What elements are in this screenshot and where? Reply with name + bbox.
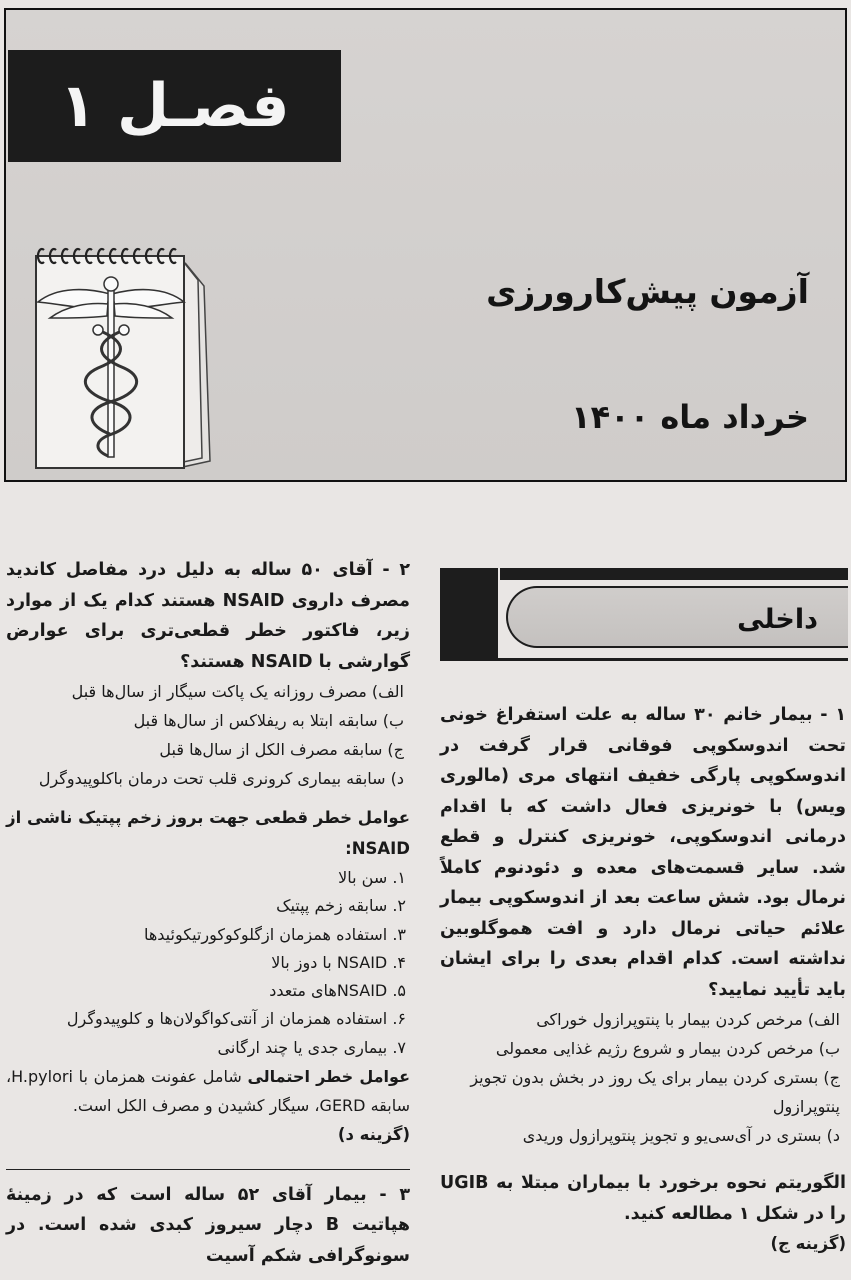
question-1-answer: (گزینه ج): [770, 1234, 846, 1253]
question-1-text: ۱ - بیمار خانم ۳۰ ساله به علت استفراغ خونی تحت اندوسکوپی فوقانی قرار گرفت در اندوسکوپی پارگی خفیف انتهای مری (مالوری ویس) با خونریزی فعال داشت که با اقدام درمانی اندوسکوپی، خونریزی کنترل و قطع شد. سایر قسمت‌های معده و دئودنوم کاملاً نرمال بود. شش ساعت بعد از اندوسکوپی بیمار علائم حیاتی نرمال دارد و افت هموگلوبین نداشته است. کدام اقدام بعدی را برای ایشان باید تأیید نمایید؟: [440, 705, 847, 1000]
section-heading-label: داخلی: [737, 604, 818, 635]
definite-risk-item: ۵. NSAIDهای متعدد: [269, 981, 406, 1001]
definite-risk-item: ۶. استفاده همزمان از آنتی‌کواگولان‌ها و کلوپیدوگرل: [66, 1009, 406, 1029]
question-1-option-d: د) بستری در آی‌سی‌یو و تجویز پنتوپرازول وریدی: [522, 1126, 840, 1145]
exam-title: آزمون پیش‌کارورزی: [486, 272, 809, 311]
question-3-text: ۳ - بیمار آقای ۵۲ ساله است که در زمینهٔ هپاتیت B دچار سیروز کبدی شده است. در سونوگرافی شکم آسیت: [6, 1184, 410, 1266]
exam-date: خرداد ماه ۱۴۰۰: [571, 398, 809, 436]
question-2-option-a: الف) مصرف روزانه یک پاکت سیگار از سال‌ها قبل: [71, 682, 404, 701]
definite-risk-item: ۳. استفاده همزمان ازگلوکوکورتیکوئیدها: [143, 924, 406, 944]
definite-risk-title: عوامل خطر قطعی جهت بروز زخم پپتیک ناشی از NSAID:: [6, 808, 410, 858]
section-heading: [440, 568, 848, 664]
question-1-option-c: ج) بستری کردن بیمار برای یک روز در بخش بدون تجویز پنتوپرازول: [470, 1068, 840, 1116]
question-2-option-d: د) سابقه بیماری کرونری قلب تحت درمان باکلوپیدوگرل: [38, 769, 404, 788]
question-1-option-a: الف) مرخص کردن بیمار با پنتوپرازول خوراکی: [536, 1010, 840, 1029]
question-1-note: الگوریتم نحوه برخورد با بیماران مبتلا به UGIB را در شکل ۱ مطالعه کنید.: [440, 1173, 846, 1224]
question-1-option-b: ب) مرخص کردن بیمار و شروع رژیم غذایی معمولی: [495, 1039, 840, 1058]
section-heading-top-rule: [500, 568, 848, 580]
caduceus-notebook-icon: [28, 246, 218, 471]
definite-risk-item: ۱. سن بالا: [338, 868, 406, 887]
question-2-option-c: ج) سابقه مصرف الکل از سال‌ها قبل: [159, 740, 404, 759]
probable-risk-label: عوامل خطر احتمالی: [247, 1067, 410, 1087]
chapter-header: [4, 8, 847, 482]
definite-risk-item: ۴. NSAID با دوز بالا: [271, 952, 406, 972]
probable-risk-text: شامل عفونت همزمان با H.pylori، سابقه GERD، سیگار کشیدن و مصرف الکل است.: [6, 1067, 410, 1116]
section-heading-block: [440, 568, 498, 660]
definite-risk-item: ۲. سابقه زخم پپتیک: [276, 896, 406, 916]
chapter-label: فصـل ۱: [8, 50, 341, 162]
question-1: [440, 700, 846, 1260]
question-2-option-b: ب) سابقه ابتلا به ریفلاکس از سال‌ها قبل: [133, 711, 404, 730]
probable-risk-note: [6, 1062, 410, 1120]
section-heading-bottom-rule: [440, 658, 848, 661]
question-2-text: ۲ - آقای ۵۰ ساله به دلیل درد مفاصل کاندید مصرف داروی NSAID هستند کدام یک از موارد زیر، فاکتور خطر قطعی‌تری برای عوارض گوارشی با NSAID هستند؟: [6, 560, 410, 672]
definite-risk-item: ۷. بیماری جدی یا چند ارگانی: [217, 1037, 406, 1057]
question-2: [6, 555, 410, 1271]
question-2-answer: (گزینه د): [337, 1125, 410, 1145]
question-divider: [6, 1169, 410, 1170]
